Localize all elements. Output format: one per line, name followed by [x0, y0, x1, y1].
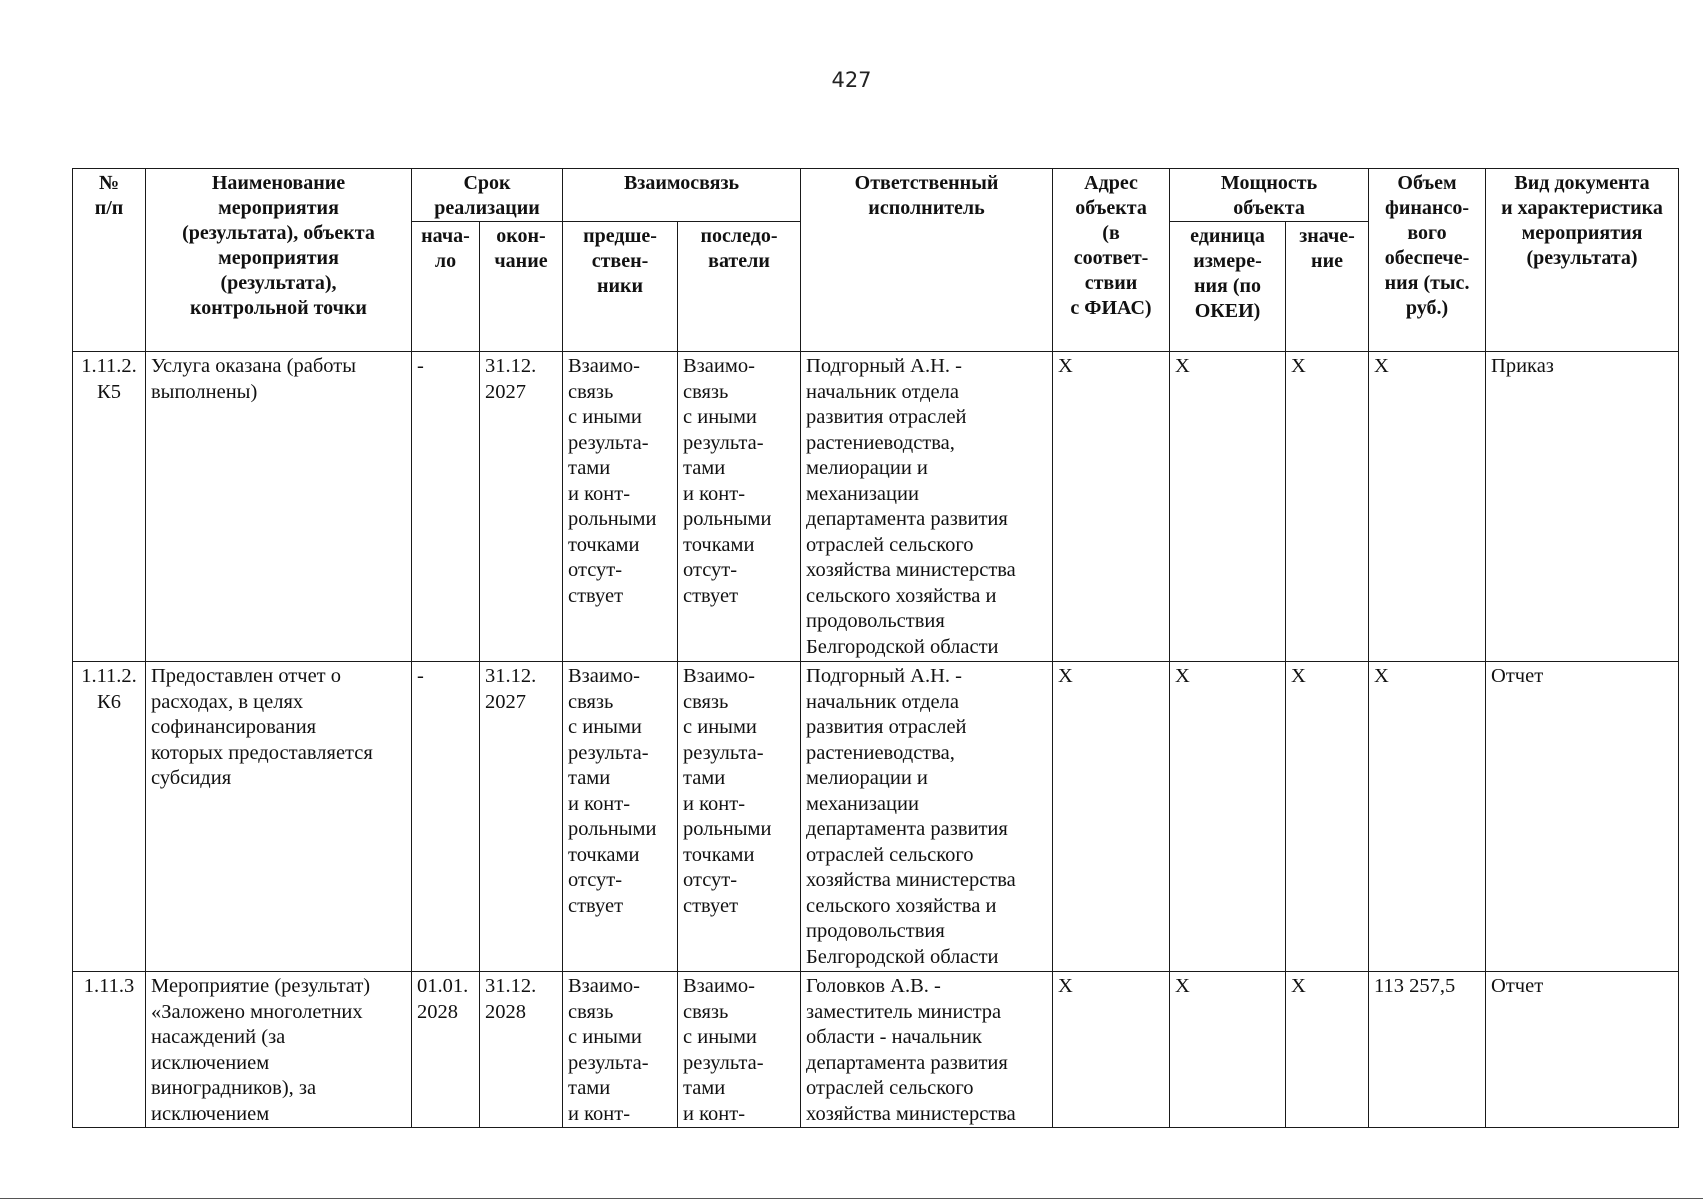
- table-header: [73, 169, 1679, 352]
- header-responsible: Ответственный исполнитель: [801, 169, 1053, 352]
- row-successors: Взаимо- связь с иными результа- тами и конт- рольными точками отсут- ствует: [678, 662, 801, 972]
- header-num: № п/п: [73, 169, 146, 352]
- table-row: [73, 352, 1679, 662]
- row-doc-type: Приказ: [1486, 352, 1679, 662]
- header-funding: Объем финансо- вого обеспече- ния (тыс. руб.): [1369, 169, 1486, 352]
- row-funding: 113 257,5: [1369, 972, 1486, 1128]
- row-name: Услуга оказана (работы выполнены): [146, 352, 412, 662]
- row-value: X: [1286, 352, 1369, 662]
- row-address: X: [1053, 972, 1170, 1128]
- row-predecessors: Взаимо- связь с иными результа- тами и конт- рольными точками отсут- ствует: [563, 662, 678, 972]
- row-predecessors: Взаимо- связь с иными результа- тами и конт-: [563, 972, 678, 1128]
- header-period: Срок реализации: [412, 169, 563, 222]
- header-period-end: окон- чание: [480, 222, 563, 352]
- header-address: Адрес объекта (в соответ- ствии с ФИАС): [1053, 169, 1170, 352]
- row-unit: X: [1170, 352, 1286, 662]
- row-start: 01.01. 2028: [412, 972, 480, 1128]
- row-name: Предоставлен отчет о расходах, в целях софинансирования которых предоставляется субсидия: [146, 662, 412, 972]
- row-unit: X: [1170, 662, 1286, 972]
- row-start: -: [412, 662, 480, 972]
- page-bottom-rule: [0, 1198, 1703, 1199]
- row-address: X: [1053, 352, 1170, 662]
- header-period-start: нача- ло: [412, 222, 480, 352]
- header-name: Наименование мероприятия (результата), объекта мероприятия (результата), контрольной точки: [146, 169, 412, 352]
- header-unit: единица измере- ния (по ОКЕИ): [1170, 222, 1286, 352]
- header-doc-type: Вид документа и характеристика мероприятия (результата): [1486, 169, 1679, 352]
- row-num: 1.11.2. К6: [73, 662, 146, 972]
- header-relation: Взаимосвязь: [563, 169, 801, 222]
- row-end: 31.12. 2028: [480, 972, 563, 1128]
- page-number: 427: [831, 68, 872, 92]
- row-address: X: [1053, 662, 1170, 972]
- header-value: значе- ние: [1286, 222, 1369, 352]
- header-capacity: Мощность объекта: [1170, 169, 1369, 222]
- row-funding: X: [1369, 352, 1486, 662]
- activities-table: [72, 168, 1679, 1128]
- row-responsible: Головков А.В. - заместитель министра области - начальник департамента развития отраслей сельского хозяйства министерства: [801, 972, 1053, 1128]
- row-end: 31.12. 2027: [480, 662, 563, 972]
- row-successors: Взаимо- связь с иными результа- тами и конт-: [678, 972, 801, 1128]
- header-successors: последо- ватели: [678, 222, 801, 352]
- row-value: X: [1286, 972, 1369, 1128]
- row-doc-type: Отчет: [1486, 972, 1679, 1128]
- header-predecessors: предше- ствен- ники: [563, 222, 678, 352]
- row-num: 1.11.3: [73, 972, 146, 1128]
- row-name: Мероприятие (результат) «Заложено многолетних насаждений (за исключением виноградников), за исключением: [146, 972, 412, 1128]
- row-doc-type: Отчет: [1486, 662, 1679, 972]
- row-num: 1.11.2. К5: [73, 352, 146, 662]
- row-successors: Взаимо- связь с иными результа- тами и конт- рольными точками отсут- ствует: [678, 352, 801, 662]
- row-funding: X: [1369, 662, 1486, 972]
- row-predecessors: Взаимо- связь с иными результа- тами и конт- рольными точками отсут- ствует: [563, 352, 678, 662]
- row-end: 31.12. 2027: [480, 352, 563, 662]
- row-value: X: [1286, 662, 1369, 972]
- row-responsible: Подгорный А.Н. - начальник отдела развития отраслей растениеводства, мелиорации и механизации департамента развития отраслей сельского хозяйства министерства сельского хозяйства и продовольствия Белгородской области: [801, 662, 1053, 972]
- table-row: [73, 972, 1679, 1128]
- row-responsible: Подгорный А.Н. - начальник отдела развития отраслей растениеводства, мелиорации и механизации департамента развития отраслей сельского хозяйства министерства сельского хозяйства и продовольствия Белгородской области: [801, 352, 1053, 662]
- table-row: [73, 662, 1679, 972]
- row-unit: X: [1170, 972, 1286, 1128]
- row-start: -: [412, 352, 480, 662]
